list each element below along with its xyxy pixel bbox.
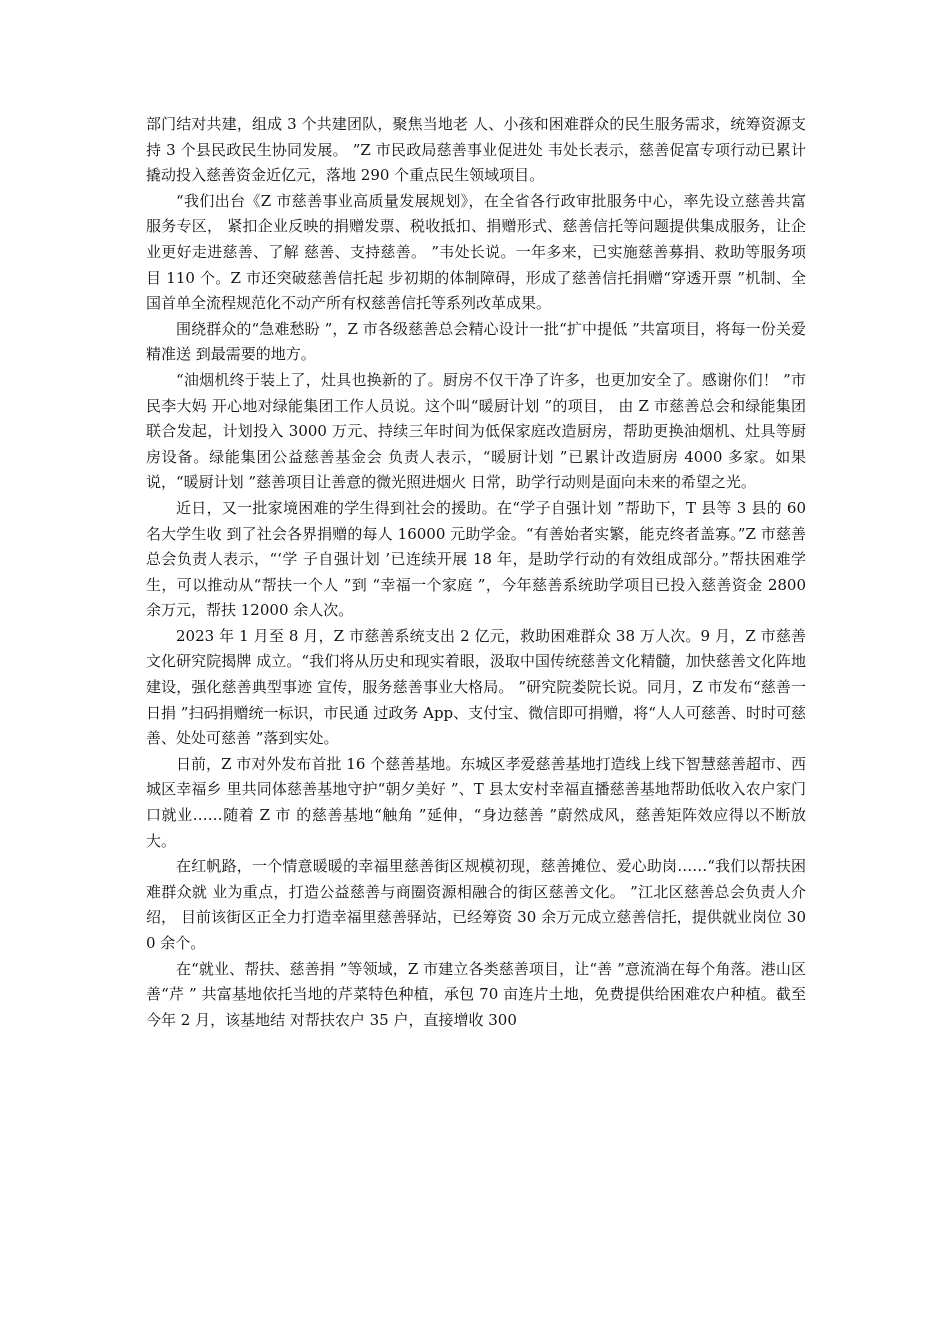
paragraph-3: 围绕群众的“急难愁盼 ”，Z 市各级慈善总会精心设计一批“扩中提低 ”共富项目，将每一份关爱精准送 到最需要的地方。 [146,319,806,364]
paragraph-7: 日前，Z 市对外发布首批 16 个慈善基地。东城区孝爱慈善基地打造线上线下智慧慈善超市、西城区幸福乡 里共同体慈善基地守护“朝夕美好 ”、T 县太安村幸福直播慈善基地帮助低收入农户家门口就业……随着 Z 市 的慈善基地“触角 ”延伸，“身边慈善 ”蔚然成风，慈善矩阵效应得以不断放大。 [146,754,806,850]
paragraph-1: 部门结对共建，组成 3 个共建团队，聚焦当地老 人、小孩和困难群众的民生服务需求，统筹资源支持 3 个县民政民生协同发展。 ”Z 市民政局慈善事业促进处 韦处长表示，慈善促富专项行动已累计撬动投入慈善资金近亿元，落地 290 个重点民生领域项目。 [146,115,806,185]
paragraph-5: 近日，又一批家境困难的学生得到社会的援助。在“学子自强计划 ”帮助下，T 县等 3 县的 60 名大学生收 到了社会各界捐赠的每人 16000 元助学金。“有善始者实繁，能克终者盖寡。”Z 市慈善总会负责人表示，“‘学 子自强计划 ’已连续开展 18 年，是助学行动的有效组成部分。”帮扶困难学生，可以推动从“帮扶一个人 ”到 “幸福一个家庭 ”，今年慈善系统助学项目已投入慈善资金 2800 余万元，帮扶 12000 余人次。 [146,498,806,620]
paragraph-9: 在“就业、帮扶、慈善捐 ”等领域，Z 市建立各类慈善项目，让“善 ”意流淌在每个角落。港山区善“芹 ” 共富基地依托当地的芹菜特色种植，承包 70 亩连片土地，免费提供给困难农户种植。截至今年 2 月，该基地结 对帮扶农户 35 户，直接增收 300 [146,959,806,1029]
paragraph-4: “油烟机终于装上了，灶具也换新的了。厨房不仅干净了许多，也更加安全了。感谢你们！ ”市民李大妈 开心地对绿能集团工作人员说。这个叫“暖厨计划 ”的项目， 由 Z 市慈善总会和绿能集团联合发起，计划投入 3000 万元、持续三年时间为低保家庭改造厨房，帮助更换油烟机、灶具等厨房设备。绿能集团公益慈善基金会 负责人表示，“暖厨计划 ”已累计改造厨房 4000 多家。如果说，“暖厨计划 ”慈善项目让善意的微光照进烟火 日常，助学行动则是面向未来的希望之光。 [146,370,806,492]
article-body [146,112,806,1033]
paragraph-8: 在红帆路，一个情意暖暖的幸福里慈善街区规模初现，慈善摊位、爱心助岗……“我们以帮扶困难群众就 业为重点，打造公益慈善与商圈资源相融合的街区慈善文化。 ”江北区慈善总会负责人介绍， 目前该街区正全力打造幸福里慈善驿站，已经筹资 30 余万元成立慈善信托，提供就业岗位 300 余个。 [146,857,806,952]
paragraph-2: “我们出台《Z 市慈善事业高质量发展规划》，在全省各行政审批服务中心，率先设立慈善共富服务专区， 紧扣企业反映的捐赠发票、税收抵扣、捐赠形式、慈善信托等问题提供集成服务，让企业更好走进慈善、了解 慈善、支持慈善。 ”韦处长说。一年多来，已实施慈善募捐、救助等服务项目 110 个。Z 市还突破慈善信托起 步初期的体制障碍，形成了慈善信托捐赠“穿透开票 ”机制、全国首单全流程规范化不动产所有权慈善信托等系列改革成果。 [146,191,806,313]
paragraph-6: 2023 年 1 月至 8 月，Z 市慈善系统支出 2 亿元，救助困难群众 38 万人次。9 月，Z 市慈善文化研究院揭牌 成立。“我们将从历史和现实着眼，汲取中国传统慈善文化精髓，加快慈善文化阵地建设，强化慈善典型事迹 宣传，服务慈善事业大格局。 ”研究院娄院长说。同月，Z 市发布“慈善一日捐 ”扫码捐赠统一标识，市民通 过政务 App、支付宝、微信即可捐赠，将“人人可慈善、时时可慈善、处处可慈善 ”落到实处。 [146,626,806,748]
